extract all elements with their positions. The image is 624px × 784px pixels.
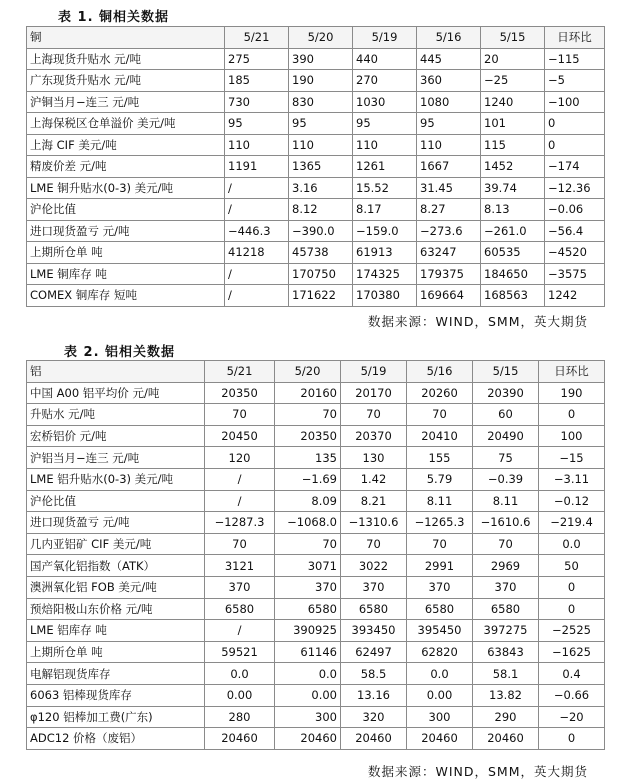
data-cell: 390925 bbox=[275, 620, 341, 642]
data-cell: 60535 bbox=[481, 242, 545, 264]
header-row bbox=[27, 27, 605, 49]
table-row bbox=[27, 533, 605, 555]
data-cell: 8.27 bbox=[417, 199, 481, 221]
header-cell: 日环比 bbox=[545, 27, 605, 49]
data-cell: 1667 bbox=[417, 156, 481, 178]
data-cell: 115 bbox=[481, 134, 545, 156]
data-cell: 3.16 bbox=[289, 177, 353, 199]
data-cell: 70 bbox=[275, 404, 341, 426]
table-row bbox=[27, 91, 605, 113]
data-cell: 0 bbox=[545, 134, 605, 156]
data-cell: 5.79 bbox=[407, 468, 473, 490]
table-row bbox=[27, 425, 605, 447]
data-cell: 370 bbox=[341, 576, 407, 598]
table-row bbox=[27, 641, 605, 663]
data-cell: 20170 bbox=[341, 382, 407, 404]
data-cell: 0.0 bbox=[205, 663, 275, 685]
data-cell: −0.12 bbox=[539, 490, 605, 512]
header-cell: 5/20 bbox=[289, 27, 353, 49]
table-row bbox=[27, 113, 605, 135]
data-cell: 440 bbox=[353, 48, 417, 70]
data-cell: −115 bbox=[545, 48, 605, 70]
table-row bbox=[27, 706, 605, 728]
row-label: 6063 铝棒现货库存 bbox=[27, 684, 205, 706]
table2-source: 数据来源：WIND，SMM，英大期货 bbox=[367, 764, 588, 779]
data-cell: 1240 bbox=[481, 91, 545, 113]
data-cell: / bbox=[225, 263, 289, 285]
row-label: 进口现货盈亏 元/吨 bbox=[27, 512, 205, 534]
data-cell: 20460 bbox=[407, 728, 473, 750]
data-cell: −0.66 bbox=[539, 684, 605, 706]
table1-title: 表 1. 铜相关数据 bbox=[58, 10, 170, 25]
data-cell: 95 bbox=[289, 113, 353, 135]
data-cell: −0.06 bbox=[545, 199, 605, 221]
row-label: LME 铝升贴水(0-3) 美元/吨 bbox=[27, 468, 205, 490]
data-cell: 62820 bbox=[407, 641, 473, 663]
row-label: φ120 铝棒加工费(广东) bbox=[27, 706, 205, 728]
data-cell: 174325 bbox=[353, 263, 417, 285]
data-cell: 395450 bbox=[407, 620, 473, 642]
data-cell: −1.69 bbox=[275, 468, 341, 490]
header-cell: 日环比 bbox=[539, 361, 605, 383]
data-cell: 110 bbox=[289, 134, 353, 156]
header-cell: 5/16 bbox=[417, 27, 481, 49]
data-cell: 370 bbox=[407, 576, 473, 598]
data-cell: / bbox=[225, 177, 289, 199]
data-cell: 6580 bbox=[205, 598, 275, 620]
table-row bbox=[27, 684, 605, 706]
data-cell: 190 bbox=[289, 70, 353, 92]
data-cell: −3575 bbox=[545, 263, 605, 285]
data-cell: −1610.6 bbox=[473, 512, 539, 534]
data-cell: / bbox=[205, 620, 275, 642]
data-cell: 20450 bbox=[205, 425, 275, 447]
data-cell: 730 bbox=[225, 91, 289, 113]
row-label: 澳洲氧化铝 FOB 美元/吨 bbox=[27, 576, 205, 598]
header-cell: 5/20 bbox=[275, 361, 341, 383]
data-cell: 370 bbox=[473, 576, 539, 598]
data-cell: 75 bbox=[473, 447, 539, 469]
data-cell: 50 bbox=[539, 555, 605, 577]
data-cell: 13.82 bbox=[473, 684, 539, 706]
data-cell: 155 bbox=[407, 447, 473, 469]
data-cell: 397275 bbox=[473, 620, 539, 642]
row-label: 上海 CIF 美元/吨 bbox=[27, 134, 225, 156]
table-row bbox=[27, 404, 605, 426]
data-cell: 290 bbox=[473, 706, 539, 728]
row-label: 进口现货盈亏 元/吨 bbox=[27, 220, 225, 242]
table-row bbox=[27, 555, 605, 577]
data-cell: −219.4 bbox=[539, 512, 605, 534]
data-cell: 3022 bbox=[341, 555, 407, 577]
data-cell: 184650 bbox=[481, 263, 545, 285]
data-cell: 70 bbox=[341, 404, 407, 426]
data-cell: 8.17 bbox=[353, 199, 417, 221]
data-cell: 20160 bbox=[275, 382, 341, 404]
header-cell: 5/15 bbox=[473, 361, 539, 383]
data-cell: 120 bbox=[205, 447, 275, 469]
row-label: 上期所仓单 吨 bbox=[27, 242, 225, 264]
data-cell: 70 bbox=[275, 533, 341, 555]
data-cell: 300 bbox=[275, 706, 341, 728]
header-cell-label: 铝 bbox=[27, 361, 205, 383]
row-label: 沪伦比值 bbox=[27, 199, 225, 221]
data-cell: −261.0 bbox=[481, 220, 545, 242]
data-cell: −15 bbox=[539, 447, 605, 469]
data-cell: 0 bbox=[539, 576, 605, 598]
data-cell: 8.11 bbox=[407, 490, 473, 512]
row-label: 宏桥铝价 元/吨 bbox=[27, 425, 205, 447]
data-cell: 320 bbox=[341, 706, 407, 728]
data-cell: 2969 bbox=[473, 555, 539, 577]
data-cell: 0 bbox=[539, 404, 605, 426]
data-cell: 0.00 bbox=[275, 684, 341, 706]
data-cell: 1.42 bbox=[341, 468, 407, 490]
data-cell: 0 bbox=[539, 728, 605, 750]
data-cell: 45738 bbox=[289, 242, 353, 264]
data-cell: −20 bbox=[539, 706, 605, 728]
data-cell: 20490 bbox=[473, 425, 539, 447]
data-cell: 20260 bbox=[407, 382, 473, 404]
data-cell: 830 bbox=[289, 91, 353, 113]
data-cell: 60 bbox=[473, 404, 539, 426]
data-cell: 0.00 bbox=[205, 684, 275, 706]
data-cell: 370 bbox=[205, 576, 275, 598]
table-row bbox=[27, 728, 605, 750]
data-cell: 393450 bbox=[341, 620, 407, 642]
row-label: 沪铜当月−连三 元/吨 bbox=[27, 91, 225, 113]
data-cell: 280 bbox=[205, 706, 275, 728]
data-cell: 63843 bbox=[473, 641, 539, 663]
table-row bbox=[27, 598, 605, 620]
table-row bbox=[27, 220, 605, 242]
data-cell: 6580 bbox=[473, 598, 539, 620]
data-cell: 100 bbox=[539, 425, 605, 447]
header-cell: 5/21 bbox=[225, 27, 289, 49]
data-cell: 58.5 bbox=[341, 663, 407, 685]
data-cell: 0.0 bbox=[275, 663, 341, 685]
data-cell: −0.39 bbox=[473, 468, 539, 490]
data-cell: 171622 bbox=[289, 285, 353, 307]
data-cell: 1191 bbox=[225, 156, 289, 178]
table-row bbox=[27, 156, 605, 178]
data-cell: −1310.6 bbox=[341, 512, 407, 534]
table-row bbox=[27, 70, 605, 92]
header-cell: 5/19 bbox=[353, 27, 417, 49]
data-cell: 70 bbox=[205, 533, 275, 555]
data-cell: 39.74 bbox=[481, 177, 545, 199]
data-cell: 445 bbox=[417, 48, 481, 70]
data-cell: 8.09 bbox=[275, 490, 341, 512]
data-cell: 20350 bbox=[205, 382, 275, 404]
data-cell: 179375 bbox=[417, 263, 481, 285]
data-cell: 70 bbox=[205, 404, 275, 426]
table-row bbox=[27, 285, 605, 307]
data-cell: 8.12 bbox=[289, 199, 353, 221]
data-cell: 1452 bbox=[481, 156, 545, 178]
row-label: LME 铜库存 吨 bbox=[27, 263, 225, 285]
table-row bbox=[27, 382, 605, 404]
data-cell: 20460 bbox=[205, 728, 275, 750]
data-cell: 0.0 bbox=[539, 533, 605, 555]
aluminum-data-table bbox=[26, 360, 605, 750]
data-cell: 59521 bbox=[205, 641, 275, 663]
table-row bbox=[27, 576, 605, 598]
header-row bbox=[27, 361, 605, 383]
header-cell: 5/15 bbox=[481, 27, 545, 49]
data-cell: 0.00 bbox=[407, 684, 473, 706]
data-cell: −12.36 bbox=[545, 177, 605, 199]
data-cell: 20370 bbox=[341, 425, 407, 447]
header-cell: 5/21 bbox=[205, 361, 275, 383]
data-cell: 168563 bbox=[481, 285, 545, 307]
data-cell: 370 bbox=[275, 576, 341, 598]
data-cell: 20460 bbox=[473, 728, 539, 750]
data-cell: / bbox=[225, 285, 289, 307]
row-label: 预焙阳极山东价格 元/吨 bbox=[27, 598, 205, 620]
data-cell: 70 bbox=[407, 533, 473, 555]
data-cell: 110 bbox=[417, 134, 481, 156]
data-cell: 6580 bbox=[407, 598, 473, 620]
data-cell: / bbox=[205, 468, 275, 490]
data-cell: 8.13 bbox=[481, 199, 545, 221]
data-cell: 58.1 bbox=[473, 663, 539, 685]
data-cell: 0.4 bbox=[539, 663, 605, 685]
data-cell: 70 bbox=[341, 533, 407, 555]
data-cell: 390 bbox=[289, 48, 353, 70]
table-row bbox=[27, 447, 605, 469]
data-cell: 61146 bbox=[275, 641, 341, 663]
data-cell: 62497 bbox=[341, 641, 407, 663]
data-cell: 1261 bbox=[353, 156, 417, 178]
data-cell: 2991 bbox=[407, 555, 473, 577]
data-cell: 110 bbox=[225, 134, 289, 156]
data-cell: 20350 bbox=[275, 425, 341, 447]
data-cell: 170380 bbox=[353, 285, 417, 307]
row-label: 沪伦比值 bbox=[27, 490, 205, 512]
data-cell: 6580 bbox=[275, 598, 341, 620]
data-cell: 15.52 bbox=[353, 177, 417, 199]
row-label: 电解铝现货库存 bbox=[27, 663, 205, 685]
row-label: 上海现货升贴水 元/吨 bbox=[27, 48, 225, 70]
row-label: 沪铝当月−连三 元/吨 bbox=[27, 447, 205, 469]
data-cell: 170750 bbox=[289, 263, 353, 285]
data-cell: 95 bbox=[353, 113, 417, 135]
data-cell: / bbox=[205, 490, 275, 512]
data-cell: −1265.3 bbox=[407, 512, 473, 534]
data-cell: 20390 bbox=[473, 382, 539, 404]
table-row bbox=[27, 177, 605, 199]
header-cell: 5/19 bbox=[341, 361, 407, 383]
row-label: 几内亚铝矿 CIF 美元/吨 bbox=[27, 533, 205, 555]
data-cell: −5 bbox=[545, 70, 605, 92]
data-cell: 95 bbox=[417, 113, 481, 135]
header-cell: 5/16 bbox=[407, 361, 473, 383]
data-cell: −1287.3 bbox=[205, 512, 275, 534]
row-label: 中国 A00 铝平均价 元/吨 bbox=[27, 382, 205, 404]
data-cell: 169664 bbox=[417, 285, 481, 307]
row-label: 国产氧化铝指数（ATK） bbox=[27, 555, 205, 577]
data-cell: −1068.0 bbox=[275, 512, 341, 534]
data-cell: 13.16 bbox=[341, 684, 407, 706]
table-row bbox=[27, 263, 605, 285]
data-cell: 3071 bbox=[275, 555, 341, 577]
data-cell: −56.4 bbox=[545, 220, 605, 242]
table-row bbox=[27, 242, 605, 264]
data-cell: 95 bbox=[225, 113, 289, 135]
data-cell: 41218 bbox=[225, 242, 289, 264]
data-cell: 0.0 bbox=[407, 663, 473, 685]
data-cell: −273.6 bbox=[417, 220, 481, 242]
data-cell: 1365 bbox=[289, 156, 353, 178]
table-row bbox=[27, 663, 605, 685]
data-cell: 0 bbox=[539, 598, 605, 620]
row-label: 精废价差 元/吨 bbox=[27, 156, 225, 178]
table-row bbox=[27, 620, 605, 642]
row-label: 广东现货升贴水 元/吨 bbox=[27, 70, 225, 92]
data-cell: 63247 bbox=[417, 242, 481, 264]
data-cell: −25 bbox=[481, 70, 545, 92]
row-label: COMEX 铜库存 短吨 bbox=[27, 285, 225, 307]
data-cell: 1242 bbox=[545, 285, 605, 307]
data-cell: 8.11 bbox=[473, 490, 539, 512]
data-cell: 0 bbox=[545, 113, 605, 135]
row-label: 升贴水 元/吨 bbox=[27, 404, 205, 426]
data-cell: 20 bbox=[481, 48, 545, 70]
row-label: ADC12 价格（废铝） bbox=[27, 728, 205, 750]
copy-data-table bbox=[26, 26, 605, 307]
row-label: 上期所仓单 吨 bbox=[27, 641, 205, 663]
data-cell: 101 bbox=[481, 113, 545, 135]
data-cell: 110 bbox=[353, 134, 417, 156]
data-cell: 20460 bbox=[341, 728, 407, 750]
data-cell: 270 bbox=[353, 70, 417, 92]
data-cell: 8.21 bbox=[341, 490, 407, 512]
data-cell: −1625 bbox=[539, 641, 605, 663]
data-cell: −3.11 bbox=[539, 468, 605, 490]
data-cell: 20410 bbox=[407, 425, 473, 447]
table1-source: 数据来源：WIND，SMM，英大期货 bbox=[367, 314, 588, 329]
row-label: 上海保税区仓单溢价 美元/吨 bbox=[27, 113, 225, 135]
table-row bbox=[27, 199, 605, 221]
table-row bbox=[27, 490, 605, 512]
data-cell: 275 bbox=[225, 48, 289, 70]
data-cell: 20460 bbox=[275, 728, 341, 750]
data-cell: 135 bbox=[275, 447, 341, 469]
table2-title: 表 2. 铝相关数据 bbox=[64, 345, 176, 360]
data-cell: 185 bbox=[225, 70, 289, 92]
data-cell: 70 bbox=[473, 533, 539, 555]
header-cell-label: 铜 bbox=[27, 27, 225, 49]
data-cell: 6580 bbox=[341, 598, 407, 620]
table-row bbox=[27, 134, 605, 156]
data-cell: 360 bbox=[417, 70, 481, 92]
data-cell: 61913 bbox=[353, 242, 417, 264]
table-row bbox=[27, 48, 605, 70]
row-label: LME 铝库存 吨 bbox=[27, 620, 205, 642]
data-cell: −446.3 bbox=[225, 220, 289, 242]
data-cell: −4520 bbox=[545, 242, 605, 264]
data-cell: −100 bbox=[545, 91, 605, 113]
data-cell: 1080 bbox=[417, 91, 481, 113]
data-cell: / bbox=[225, 199, 289, 221]
data-cell: 3121 bbox=[205, 555, 275, 577]
data-cell: −159.0 bbox=[353, 220, 417, 242]
data-cell: 300 bbox=[407, 706, 473, 728]
data-cell: −2525 bbox=[539, 620, 605, 642]
data-cell: −174 bbox=[545, 156, 605, 178]
data-cell: 1030 bbox=[353, 91, 417, 113]
table-row bbox=[27, 468, 605, 490]
data-cell: 130 bbox=[341, 447, 407, 469]
row-label: LME 铜升贴水(0-3) 美元/吨 bbox=[27, 177, 225, 199]
table-row bbox=[27, 512, 605, 534]
data-cell: 190 bbox=[539, 382, 605, 404]
data-cell: 31.45 bbox=[417, 177, 481, 199]
data-cell: 70 bbox=[407, 404, 473, 426]
data-cell: −390.0 bbox=[289, 220, 353, 242]
